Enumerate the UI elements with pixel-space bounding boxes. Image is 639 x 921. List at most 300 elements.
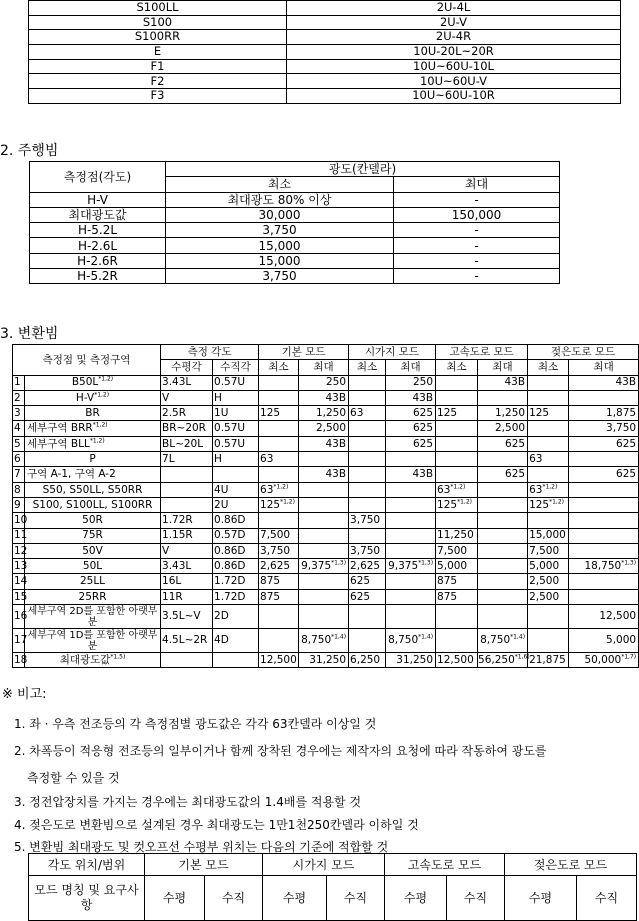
min-value xyxy=(349,452,386,467)
value-text: 125 xyxy=(529,498,550,511)
measure-point-label: S100, S100LL, S100RR xyxy=(32,498,153,511)
min-value: 최대광도 80% 이상 xyxy=(166,192,394,207)
measure-point xyxy=(25,375,161,390)
measure-point-name: S100LL xyxy=(29,1,287,16)
value-text: 125 xyxy=(529,407,550,420)
footnote-marker: *1,2) xyxy=(450,483,466,491)
min-value xyxy=(436,497,478,512)
row-number: 1 xyxy=(13,375,25,390)
header-measure-point-zone: 측정점 및 측정구역 xyxy=(13,345,161,376)
header-horizontal: 수평 xyxy=(263,876,327,921)
horizontal-angle: 1.15R xyxy=(161,528,213,543)
vertical-angle: 0.86D xyxy=(213,513,259,528)
max-value xyxy=(478,467,528,482)
min-value xyxy=(436,574,478,589)
table-row xyxy=(13,629,639,653)
table-row xyxy=(13,589,639,604)
value-text: 7,500 xyxy=(529,544,560,557)
value-text: 43B xyxy=(504,376,526,389)
max-value xyxy=(569,574,639,589)
table-row xyxy=(13,559,639,574)
measure-point xyxy=(25,406,161,421)
max-value xyxy=(299,574,349,589)
max-value: - xyxy=(394,192,560,207)
header-mode-name: 모드 명칭 및 요구사항 xyxy=(29,876,145,921)
min-value xyxy=(436,406,478,421)
measure-point-label: 세부구역 2D를 포함한 아랫부분 xyxy=(27,605,158,628)
footnote-marker: *1,4) xyxy=(510,633,526,641)
horizontal-angle: BL~20L xyxy=(161,436,213,451)
min-value xyxy=(528,497,569,512)
max-value xyxy=(569,482,639,497)
vertical-angle: H xyxy=(213,452,259,467)
value-text: 12,500 xyxy=(260,653,297,666)
header-mode-wet: 젖은도로 모드 xyxy=(505,854,637,876)
footnote-marker: *1,2) xyxy=(92,421,108,429)
max-value xyxy=(299,543,349,558)
max-value xyxy=(299,467,349,482)
row-number: 5 xyxy=(13,436,25,451)
min-value xyxy=(436,482,478,497)
value-text: 63 xyxy=(260,452,274,465)
value-text: 63 xyxy=(260,483,274,496)
max-value: - xyxy=(394,238,560,253)
max-value: - xyxy=(394,269,560,284)
header-mode-basic: 기본 모드 xyxy=(145,854,263,876)
measure-point xyxy=(25,390,161,405)
row-number: 7 xyxy=(13,467,25,482)
footnote-marker: *1,2) xyxy=(457,498,472,506)
header-measure-point: 측정점(각도) xyxy=(30,162,166,193)
min-value xyxy=(349,559,386,574)
max-value xyxy=(478,605,528,629)
header-min: 최소 xyxy=(436,360,478,375)
min-value xyxy=(528,513,569,528)
value-text: 31,250 xyxy=(309,653,347,666)
measure-point: H-2.6L xyxy=(30,238,166,253)
driving-beam-table xyxy=(29,161,560,284)
max-value xyxy=(299,513,349,528)
min-value xyxy=(436,513,478,528)
value-text: 12,500 xyxy=(599,610,637,623)
value-text: 250 xyxy=(413,376,434,389)
value-text: 5,000 xyxy=(529,560,560,573)
value-text: 625 xyxy=(505,437,526,450)
row-number: 14 xyxy=(14,575,28,588)
cutoff-position-table xyxy=(28,853,637,921)
measure-point-name: F1 xyxy=(29,59,287,74)
table-row xyxy=(13,574,639,589)
measure-point-angle: 2U-4L xyxy=(287,1,621,16)
footnote-marker: *1,2) xyxy=(542,483,558,491)
footnote-marker: *1,2) xyxy=(98,375,114,383)
min-value xyxy=(349,589,386,604)
value-text: 43B xyxy=(325,468,347,481)
value-text: 18,750 xyxy=(584,560,622,573)
min-value xyxy=(528,436,569,451)
min-value xyxy=(259,482,299,497)
vertical-angle: 2U xyxy=(213,497,259,512)
notes-title: ※ 비고: xyxy=(2,687,47,702)
measure-point xyxy=(25,497,161,512)
min-value: 15,000 xyxy=(166,238,394,253)
value-text: 2,500 xyxy=(495,422,526,435)
header-max: 최대 xyxy=(386,360,436,375)
value-text: 3,750 xyxy=(350,514,381,527)
min-value xyxy=(259,406,299,421)
footnote-marker: *1,3) xyxy=(621,559,637,567)
measure-point-angle: 2U-V xyxy=(287,15,621,30)
horizontal-angle: 16L xyxy=(161,574,213,589)
header-vertical: 수직각 xyxy=(213,360,259,375)
horizontal-angle: 11R xyxy=(161,589,213,604)
min-value xyxy=(349,543,386,558)
footnote-marker: *1,3) xyxy=(331,559,347,567)
max-value xyxy=(299,375,349,390)
max-value xyxy=(569,421,639,436)
min-value xyxy=(528,653,569,668)
value-text: 7,500 xyxy=(260,529,291,542)
header-horizontal: 수평 xyxy=(505,876,577,921)
note-item-4: 4. 젖은도로 변환빔으로 설계된 경우 최대광도는 1만1천250칸델라 이하일 것 xyxy=(14,818,419,832)
max-value xyxy=(386,513,436,528)
row-number: 18 xyxy=(14,653,28,666)
min-value xyxy=(436,629,478,653)
table-row xyxy=(13,375,639,390)
max-value xyxy=(569,513,639,528)
measure-point-name: S100 xyxy=(29,15,287,30)
min-value xyxy=(528,452,569,467)
measure-point-label: 50R xyxy=(82,514,103,527)
max-value xyxy=(299,605,349,629)
table-row xyxy=(30,192,560,207)
vertical-angle: 4U xyxy=(213,482,259,497)
row-number: 9 xyxy=(13,497,25,512)
header-vertical: 수직 xyxy=(577,876,637,921)
header-min: 최소 xyxy=(166,177,394,192)
header-min: 최소 xyxy=(528,360,569,375)
measure-point-angle: 10U-20L~20R xyxy=(287,45,621,60)
horizontal-angle: V xyxy=(161,543,213,558)
min-value xyxy=(349,574,386,589)
vertical-angle: 4D xyxy=(213,629,259,653)
measure-point xyxy=(25,528,161,543)
header-horizontal: 수평각 xyxy=(161,360,213,375)
table-row xyxy=(13,497,639,512)
footnote-marker: *1,7) xyxy=(621,653,637,661)
max-value xyxy=(386,406,436,421)
min-value xyxy=(349,653,386,668)
note-item-2-cont: 측정할 수 있을 것 xyxy=(27,771,120,785)
horizontal-angle: 3.43L xyxy=(161,375,213,390)
value-text: 43B xyxy=(325,437,347,450)
max-value xyxy=(569,375,639,390)
value-text: 43B xyxy=(412,468,434,481)
measure-point-label: 최대광도값 xyxy=(59,653,111,666)
value-text: 875 xyxy=(260,590,281,603)
measure-point: H-2.6R xyxy=(30,253,166,268)
measure-point-angle: 10U~60U-10R xyxy=(287,89,621,104)
measure-point xyxy=(25,559,161,574)
value-text: 43B xyxy=(412,391,434,404)
table-row xyxy=(13,513,639,528)
table-row xyxy=(13,390,639,405)
max-value xyxy=(569,390,639,405)
value-text: 2,500 xyxy=(529,590,560,603)
value-text: 11,250 xyxy=(437,529,474,542)
measure-point-name: F3 xyxy=(29,89,287,104)
value-text: 9,375 xyxy=(301,560,332,573)
measure-point-name: F2 xyxy=(29,74,287,89)
header-mode-town: 시가지 모드 xyxy=(263,854,385,876)
max-value xyxy=(478,589,528,604)
measure-point xyxy=(25,653,161,668)
table-row xyxy=(29,1,621,16)
value-text: 1,250 xyxy=(315,407,347,420)
table-row xyxy=(29,74,621,89)
measure-point: H-5.2L xyxy=(30,223,166,238)
min-value: 3,750 xyxy=(166,223,394,238)
measure-point-label: 구역 A-1, 구역 A-2 xyxy=(27,468,116,481)
value-text: 43B xyxy=(615,376,637,389)
measure-point xyxy=(25,436,161,451)
max-value xyxy=(569,653,639,668)
value-text: 63 xyxy=(529,452,543,465)
value-text: 1,875 xyxy=(606,407,637,420)
min-value xyxy=(349,482,386,497)
note-item-5: 5. 변환빔 최대광도 및 컷오프선 수평부 위치는 다음의 기준에 적합할 것 xyxy=(14,840,389,854)
horizontal-angle xyxy=(161,482,213,497)
header-mode-town: 시가지 모드 xyxy=(349,345,436,360)
vertical-angle: 0.86D xyxy=(213,559,259,574)
table-row xyxy=(13,653,639,668)
vertical-angle: H xyxy=(213,390,259,405)
min-value xyxy=(259,467,299,482)
note-item-2: 2. 차폭등이 적응형 전조등의 일부이거나 함께 장착된 경우에는 제작자의 요청에 따라 작동하여 광도를 xyxy=(14,744,547,758)
max-value xyxy=(386,467,436,482)
vertical-angle: 0.86D xyxy=(213,543,259,558)
max-value xyxy=(299,421,349,436)
header-horizontal: 수평 xyxy=(145,876,205,921)
max-value xyxy=(299,406,349,421)
min-value xyxy=(528,543,569,558)
header-vertical: 수직 xyxy=(327,876,385,921)
header-mode-motorway: 고속도로 모드 xyxy=(385,854,505,876)
max-value xyxy=(386,421,436,436)
value-text: 5,000 xyxy=(606,634,637,647)
value-text: 2,625 xyxy=(350,560,381,573)
max-value xyxy=(386,436,436,451)
value-text: 875 xyxy=(437,575,458,588)
footnote-marker: *1,2) xyxy=(549,498,564,506)
min-value xyxy=(528,605,569,629)
value-text: 56,250 xyxy=(478,653,515,666)
value-text: 3,750 xyxy=(350,544,381,557)
max-value xyxy=(386,543,436,558)
footnote-marker: *1,5) xyxy=(110,653,126,661)
max-value xyxy=(299,482,349,497)
max-value xyxy=(386,589,436,604)
value-text: 125 xyxy=(437,498,458,511)
max-value xyxy=(569,436,639,451)
value-text: 8,750 xyxy=(480,634,511,647)
header-max: 최대 xyxy=(299,360,349,375)
value-text: 625 xyxy=(616,437,637,450)
horizontal-angle: 3.5L~V xyxy=(161,605,213,629)
max-value xyxy=(478,559,528,574)
max-value xyxy=(478,528,528,543)
min-value xyxy=(259,497,299,512)
max-value xyxy=(478,543,528,558)
min-value xyxy=(259,559,299,574)
value-text: 125 xyxy=(260,407,281,420)
max-value xyxy=(386,482,436,497)
header-vertical: 수직 xyxy=(205,876,263,921)
table-row xyxy=(30,207,560,222)
max-value xyxy=(569,629,639,653)
horizontal-angle: 7L xyxy=(161,452,213,467)
table-row xyxy=(13,436,639,451)
max-value xyxy=(299,497,349,512)
max-value xyxy=(478,497,528,512)
min-value xyxy=(436,436,478,451)
value-text: 8,750 xyxy=(301,634,332,647)
footnote-marker: *1,2) xyxy=(280,498,295,506)
min-value xyxy=(436,467,478,482)
min-value xyxy=(528,390,569,405)
horizontal-angle: BR~20R xyxy=(161,421,213,436)
section-title-passing-beam: 3. 변환빔 xyxy=(0,326,59,342)
min-value xyxy=(349,375,386,390)
measure-point-label: 세부구역 BRR xyxy=(27,422,93,435)
min-value xyxy=(349,629,386,653)
min-value xyxy=(436,653,478,668)
measure-point-label: B50L xyxy=(71,376,99,389)
min-value xyxy=(259,436,299,451)
min-value xyxy=(436,452,478,467)
table-row xyxy=(29,59,621,74)
max-value xyxy=(569,406,639,421)
value-text: 50,000 xyxy=(584,653,622,666)
table-row xyxy=(29,45,621,60)
min-value xyxy=(349,467,386,482)
footnote-marker: *1,2) xyxy=(273,483,289,491)
min-value xyxy=(259,574,299,589)
value-text: 31,250 xyxy=(396,653,434,666)
measure-point-angle: 2U-4R xyxy=(287,30,621,45)
measure-point-name: E xyxy=(29,45,287,60)
vertical-angle: 0.57U xyxy=(213,436,259,451)
value-text: 875 xyxy=(260,575,281,588)
value-text: 3,750 xyxy=(260,544,291,557)
measure-point-label: H-V xyxy=(75,391,95,404)
min-value xyxy=(349,513,386,528)
max-value xyxy=(299,528,349,543)
max-value xyxy=(478,629,528,653)
max-value xyxy=(386,559,436,574)
value-text: 7,500 xyxy=(437,544,468,557)
value-text: 625 xyxy=(350,575,371,588)
measure-point xyxy=(25,467,161,482)
horizontal-angle: V xyxy=(161,390,213,405)
measure-point-label: P xyxy=(89,452,96,465)
max-value xyxy=(569,605,639,629)
measure-point-angle: 10U~60U-V xyxy=(287,74,621,89)
min-value xyxy=(528,375,569,390)
max-value xyxy=(478,436,528,451)
min-value xyxy=(259,421,299,436)
min-value xyxy=(349,406,386,421)
measure-point-label: S50, S50LL, S50RR xyxy=(42,483,143,496)
max-value xyxy=(299,653,349,668)
header-angle-position: 각도 위치/범위 xyxy=(29,854,145,876)
measure-point xyxy=(25,629,161,653)
table-row xyxy=(13,452,639,467)
min-value xyxy=(349,436,386,451)
max-value xyxy=(478,390,528,405)
max-value xyxy=(569,528,639,543)
min-value: 30,000 xyxy=(166,207,394,222)
value-text: 3,750 xyxy=(606,422,637,435)
note-item-1: 1. 좌 · 우측 전조등의 각 측정점별 광도값은 각각 63칸델라 이상일 것 xyxy=(14,717,377,731)
measure-point xyxy=(25,605,161,629)
measurement-points-table xyxy=(28,0,621,104)
measure-point-label: 세부구역 BLL xyxy=(27,437,90,450)
min-value xyxy=(528,421,569,436)
max-value xyxy=(569,497,639,512)
max-value xyxy=(386,653,436,668)
max-value xyxy=(478,513,528,528)
vertical-angle xyxy=(213,467,259,482)
vertical-angle xyxy=(213,653,259,668)
table-row xyxy=(30,269,560,284)
value-text: 125 xyxy=(437,407,458,420)
min-value xyxy=(259,589,299,604)
table-row xyxy=(13,467,639,482)
footnote-marker: *1,4) xyxy=(331,633,347,641)
max-value: 150,000 xyxy=(394,207,560,222)
table-row xyxy=(29,89,621,104)
value-text: 125 xyxy=(260,498,281,511)
header-mode-motorway: 고속도로 모드 xyxy=(436,345,528,360)
table-row xyxy=(13,482,639,497)
min-value xyxy=(436,421,478,436)
max-value xyxy=(386,375,436,390)
measure-point-label: 세부구역 1D를 포함한 아랫부분 xyxy=(27,629,158,652)
value-text: 5,000 xyxy=(437,560,468,573)
max-value xyxy=(299,629,349,653)
min-value xyxy=(349,497,386,512)
max-value xyxy=(478,653,528,668)
vertical-angle: 1.72D xyxy=(213,574,259,589)
value-text: 63 xyxy=(437,483,451,496)
max-value xyxy=(478,421,528,436)
table-row xyxy=(29,15,621,30)
max-value xyxy=(569,467,639,482)
min-value xyxy=(528,574,569,589)
max-value xyxy=(569,452,639,467)
max-value: - xyxy=(394,223,560,238)
min-value xyxy=(436,528,478,543)
min-value xyxy=(528,629,569,653)
header-mode-wet: 젖은도로 모드 xyxy=(528,345,639,360)
max-value xyxy=(569,559,639,574)
max-value xyxy=(386,452,436,467)
horizontal-angle: 2.5R xyxy=(161,406,213,421)
header-luminous: 광도(칸델라) xyxy=(166,162,560,177)
table-row xyxy=(13,605,639,629)
max-value xyxy=(299,436,349,451)
